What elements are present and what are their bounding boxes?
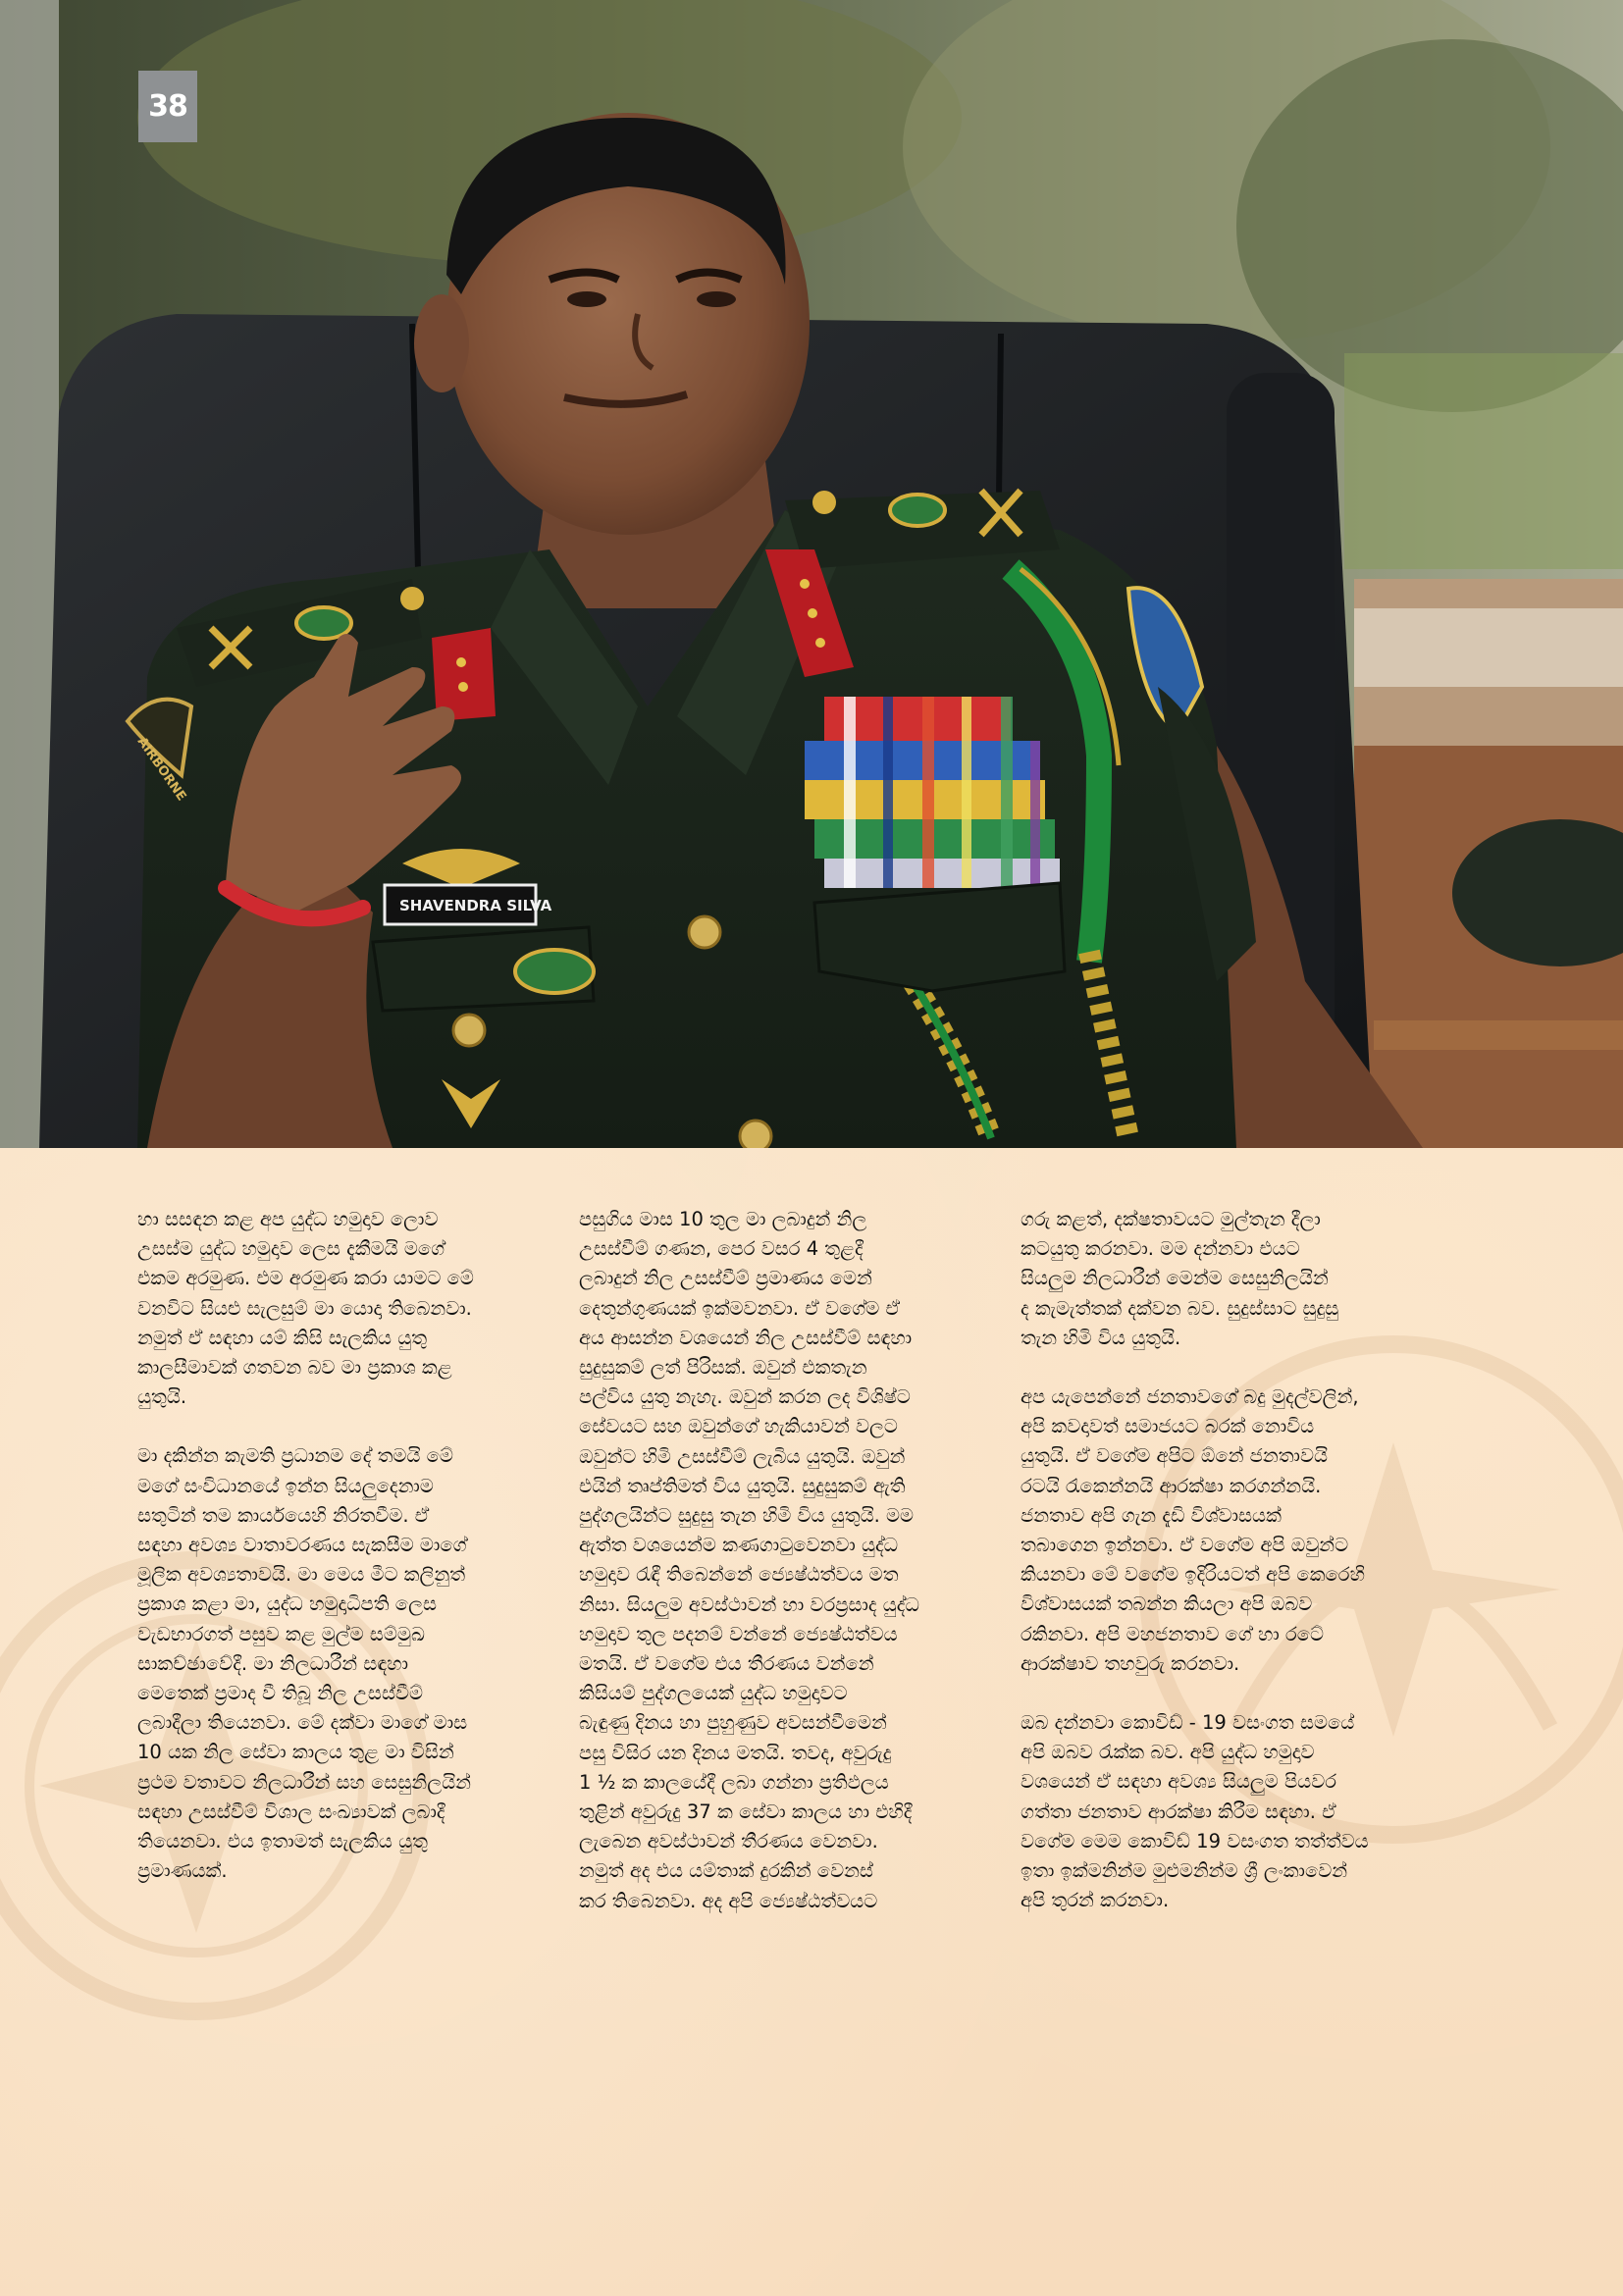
paragraph: ගරු කළත්, දක්ෂතාවයට මුල්තැන දීලා කටයුතු කරනවා. මම දන්නවා එයට සියලුම නිලධාරීන් මෙන්ම සෙසුනිලයින් ද කැමැත්තක් දක්වන බව. සුදුස්සාට සුදුසු තැන හිමි විය යුතුයි. [1021, 1208, 1339, 1349]
name-tag-text: SHAVENDRA SILVA [399, 897, 552, 914]
airborne-patch-text: AIRBORNE [133, 734, 189, 805]
paragraph: පසුගිය මාස 10 තුල මා ලබාදුන් නිල උසස්වීම් ගණන, පෙර වසර 4 තුළදී ලබාදුන් නිල උසස්වීම් ප්‍රමාණය මෙන් දෙතුන්ගුණයක් ඉක්මවනවා. ඒ වගේම ඒ අය ආසන්න වශයෙන් නිල උසස්වීම් සඳහා සුදුසුකම් ලත් පිරිසක්. ඔවුන් එකතැන පල්විය යුතු නැහැ. ඔවුන් කරන ලද විශිෂ්ට සේවයට සහ ඔවුන්ගේ හැකියාවන් වලට ඔවුන්ට හිමි උසස්වීම් ලැබිය යුතුයි. ඔවුන් එයින් තෘප්තිමත් විය යුතුයි. සුදුසුකම් ඇති පුද්ගලයින්ට සුදුසු තැන හිමි විය යුතුයි. මම ඇත්ත වශයෙන්ම කණගාටුවෙනවා යුද්ධ හමුදාව රැඳී තිබෙන්නේ ජ්‍යෙෂ්ඨත්වය මත නිසා. සියලුම අවස්ථාවන් හා වරප්‍රසාද යුද්ධ හමුදාව තුල පදනම් වන්නේ ජ්‍යෙෂ්ඨත්වය මතයි. ඒ වගේම එය තීරණය වන්නේ කිසියම් පුද්ගලයෙක් යුද්ධ හමුදාවට බැඳුණු දිනය හා පුහුණුව අවසන්වීමෙන් පසු විසිර යන දිනය මතයි. තවද, අවුරුදු 1 ½ ක කාලයේදී ලබා ගන්නා ප්‍රතිඵලය තුළින් අවුරුදු 37 ක සේවා කාලය හා එහිදී ලැබෙන අවස්ථාවන් තීරණය වෙනවා. නමුත් අද එය යම්තාක් දුරකින් වෙනස් කර තිබෙනවා. අද අපි ජ්‍යෙෂ්ඨත්වයට [579, 1208, 919, 1912]
article-column-1 [137, 1205, 550, 1915]
article-column-2 [579, 1205, 991, 1946]
paragraph: මා දකින්න කැමති ප්‍රධානම දේ තමයි මේ මගේ සංවිධානයේ ඉන්න සියලුදෙනාම සතුටින් තම කාර්යයෙහි නිරතවීම. ඒ සඳහා අවශ්‍ය වාතාවරණය සැකසීම මාගේ මූලික අවශ්‍යතාවයි. මා මෙය මීට කලිනුත් ප්‍රකාශ කළා මා, යුද්ධ හමුදාධිපති ලෙස වැඩභාරගත් පසුව කළ මුල්ම සම්මුඛ සාකච්ඡාවේදී. මා නිලධාරීන් සඳහා මෙතෙක් ප්‍රමාද වී තිබූ නිල උසස්වීම් ලබාදීලා තියෙනවා. මේ දක්වා මාගේ මාස 10 යක නිල සේවා කාලය තුළ මා විසින් ප්‍රථම වතාවට නිලධාරීන් සහ සෙසුනිලයින් සඳහා උසස්වීම් විශාල සංඛ්‍යාවක් ලබාදී තියෙනවා. එය ඉතාමත් සැලකිය යුතු ප්‍රමාණයක්. [137, 1444, 471, 1883]
article-column-3 [1021, 1205, 1433, 1945]
paragraph: අප යැපෙන්නේ ජනතාවගේ බදු මුදල්වලින්, අපි කවදාවත් සමාජයට බරක් නොවිය යුතුයි. ඒ වගේම අපිට ඕනේ ජනතාවයි රටයි රැකෙන්නයි ආරක්ෂා කරගන්නයි. ජනතාව අපි ගැන දැඩි විශ්වාසයක් තබාගෙන ඉන්නවා. ඒ වගේම අපි ඔවුන්ට කියනවා මේ වගේම ඉදිරියටත් අපි කෙරෙහි විශ්වාසයක් තබන්න කියලා අපි ඔබව රකිනවා. අපි මහජනතාව ගේ හා රටේ ආරක්ෂාව තහවුරු කරනවා. [1021, 1385, 1365, 1675]
paragraph: හා සසඳන කළ අප යුද්ධ හමුදාව ලොව උසස්ම යුද්ධ හමුදාව ලෙස දැකීමයි මගේ එකම අරමුණ. එම අරමුණ කරා යාමට මේ වනවිට සියළු සැලසුම් මා යොදා තිබෙනවා. නමුත් ඒ සඳහා යම් කිසි සැලකිය යුතු කාලසීමාවක් ගතවන බව මා ප්‍රකාශ කළ යුතුයි. [137, 1208, 474, 1409]
page-number: 38 [138, 71, 197, 142]
paragraph: ඔබ දන්නවා කොවිඩ් - 19 වසංගත සමයේ අපි ඔබව රැක්ක බව. අපි යුද්ධ හමුදාව වශයෙන් ඒ සඳහා අවශ්‍ය සියලුම පියවර ගත්තා ජනතාව ආරක්ෂා කිරීම සඳහා. ඒ වගේම මෙම කොවිඩ් 19 වසංගත තත්ත්වය ඉතා ඉක්මනින්ම මුළුමනින්ම ශ්‍රී ලංකාවෙන් අපි තුරන් කරනවා. [1021, 1711, 1369, 1912]
